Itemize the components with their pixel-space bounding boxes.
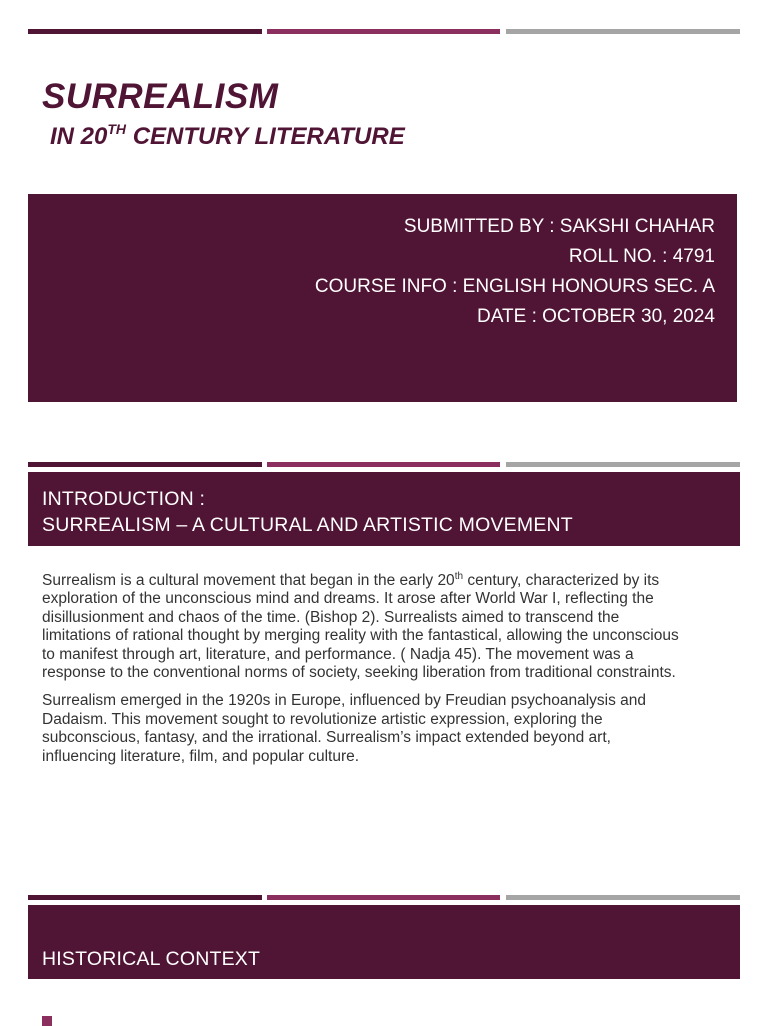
course-info: COURSE INFO : ENGLISH HONOURS SEC. A xyxy=(314,276,715,297)
accent-bar-dark xyxy=(28,895,262,900)
accent-bar-grey xyxy=(506,29,740,34)
submission-date: DATE : OCTOBER 30, 2024 xyxy=(477,306,715,327)
accent-bar-dark xyxy=(28,462,262,467)
page-subtitle xyxy=(50,122,405,152)
accent-bar-mid xyxy=(267,895,500,900)
accent-bar-mid xyxy=(267,29,500,34)
submitted-by: SUBMITTED BY : SAKSHI CHAHAR xyxy=(403,216,715,237)
accent-bar-grey xyxy=(506,895,740,900)
accent-bar-dark xyxy=(28,29,262,34)
submission-info-box xyxy=(28,194,737,402)
historical-context-heading: HISTORICAL CONTEXT xyxy=(42,948,261,970)
top-accent-bars xyxy=(28,29,740,34)
introduction-header xyxy=(28,472,740,546)
introduction-paragraph-1 xyxy=(42,572,682,682)
submission-info-lines xyxy=(315,212,715,332)
historical-context-header xyxy=(28,905,740,979)
paragraph-1-rest: century, characterized by its exploration of the unconscious mind and dreams. It arose after World War I, reflecting the disillusionment and chaos of the time. (Bishop 2). Surrealists aimed to transcend the limitations of rational thought by merging reality with the fantastical, allowing the unconscious to manifest through art, literature, and performance. ( Nadja 45). The movement was a response to the conventional norms of society, seeking liberation from traditional constraints. xyxy=(42,572,679,682)
historical-accent-bars xyxy=(28,895,740,900)
introduction-body xyxy=(42,572,682,776)
accent-bar-mid xyxy=(267,462,500,467)
introduction-heading: INTRODUCTION : xyxy=(42,488,206,510)
subtitle-superscript: TH xyxy=(107,121,127,137)
bullet-icon xyxy=(42,1016,52,1026)
introduction-subheading: SURREALISM – A CULTURAL AND ARTISTIC MOVEMENT xyxy=(42,514,573,536)
subtitle-suffix: CENTURY LITERATURE xyxy=(126,123,405,150)
introduction-paragraph-2: Surrealism emerged in the 1920s in Europe, influenced by Freudian psychoanalysis and Dadaism. This movement sought to revolutionize artistic expression, exploring the subconscious, fantasy, and the irrational. Surrealism’s impact extended beyond art, influencing literature, film, and popular culture. xyxy=(42,692,646,765)
paragraph-1-superscript: th xyxy=(454,571,464,582)
page-title: SURREALISM xyxy=(42,77,279,116)
intro-accent-bars xyxy=(28,462,740,467)
paragraph-1-start: Surrealism is a cultural movement that began in the early 20 xyxy=(42,572,455,589)
accent-bar-grey xyxy=(506,462,740,467)
roll-number: ROLL NO. : 4791 xyxy=(568,246,715,267)
subtitle-prefix: IN 20 xyxy=(50,123,108,150)
